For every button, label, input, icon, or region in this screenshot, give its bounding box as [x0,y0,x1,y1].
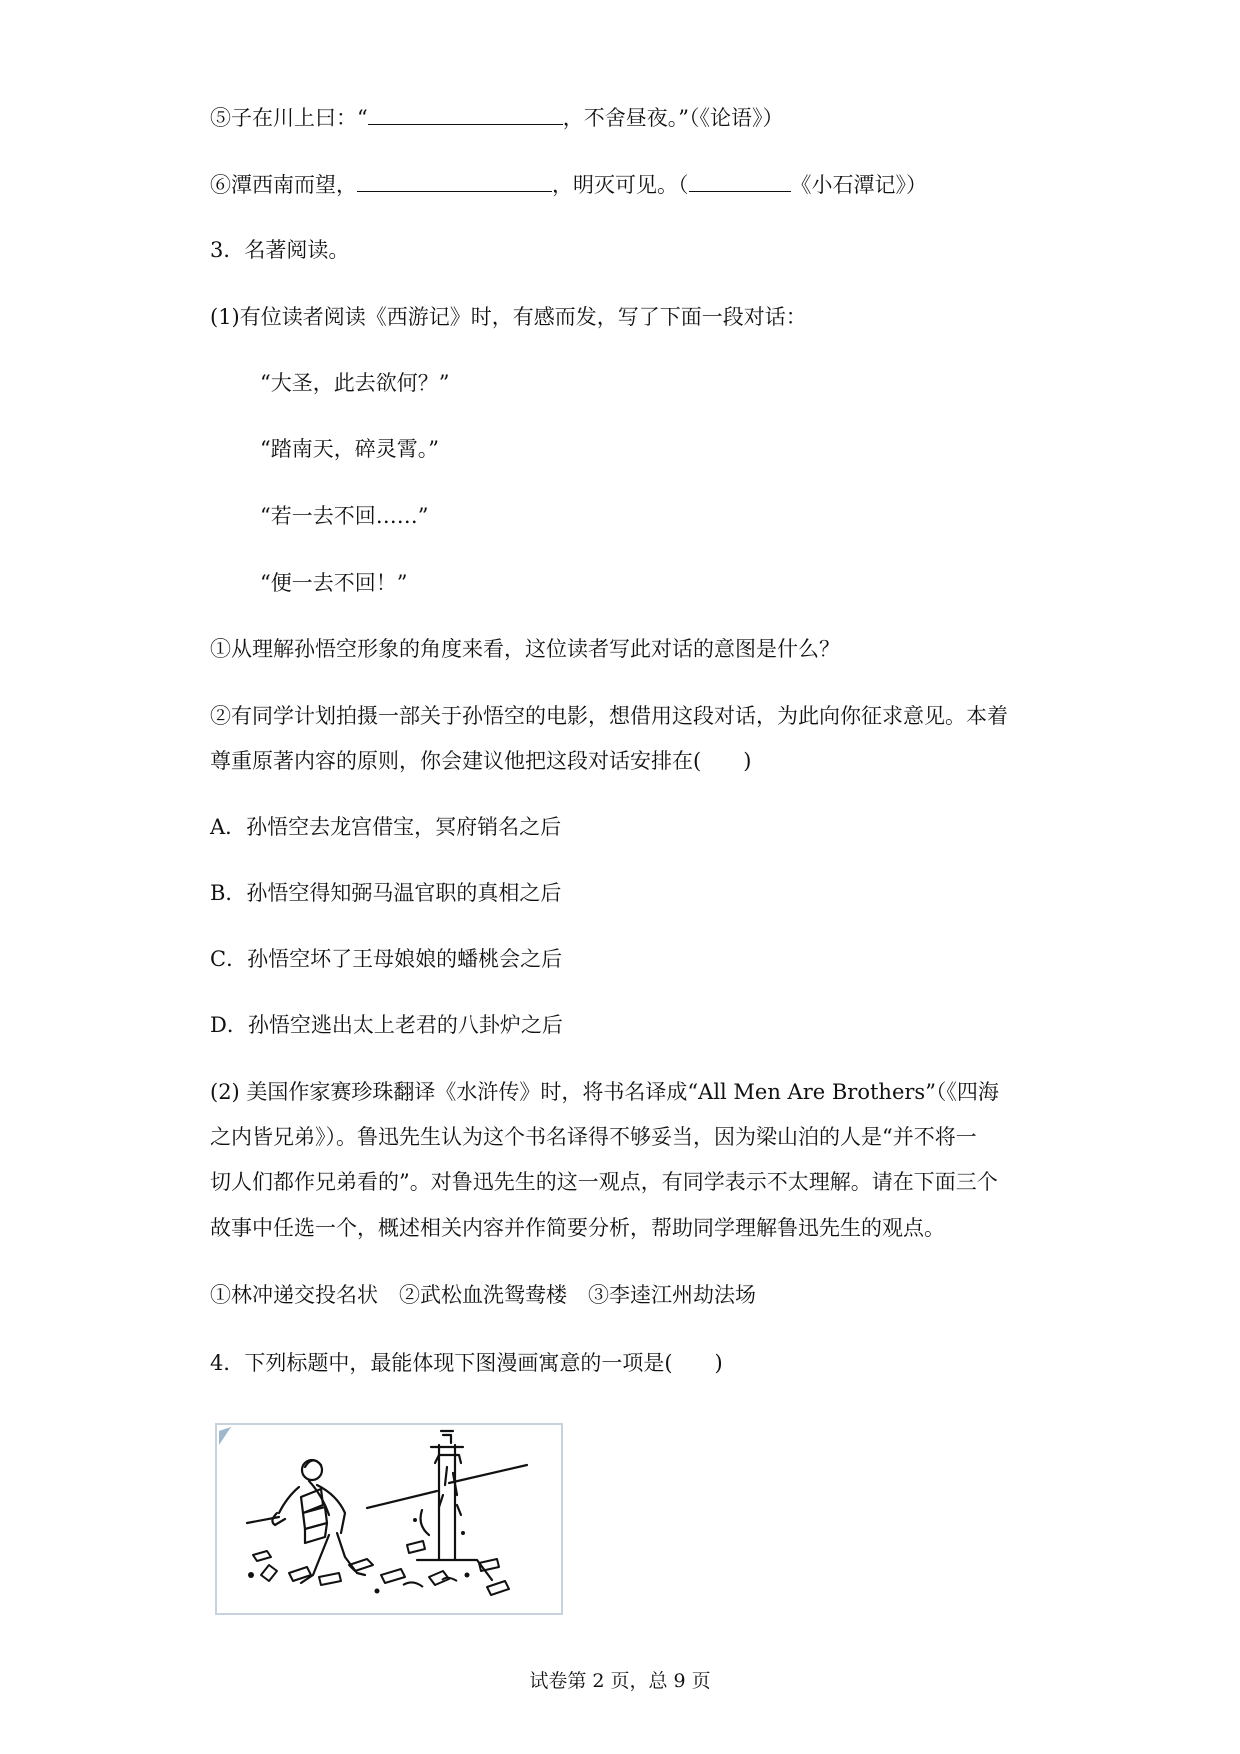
q3-sub2-line2: 尊重原著内容的原则，你会建议他把这段对话安排在( ) [210,749,752,773]
q3-title: 3．名著阅读。 [210,238,350,262]
answer-blank[interactable] [368,102,563,125]
dialogue-line: “若一去不回……” [260,504,429,528]
q3-part2-line: 之内皆兄弟》）。鲁迅先生认为这个书名译得不够妥当，因为梁山泊的人是“并不将一 [210,1125,977,1149]
option-d[interactable]: D．孙悟空逃出太上老君的八卦炉之后 [210,1013,563,1037]
cartoon-image [215,1423,563,1615]
q2-item6-suffix: 《小石潭记》） [790,173,927,197]
option-b[interactable]: B．孙悟空得知弼马温官职的真相之后 [210,881,562,905]
dialogue-line: “便一去不回！” [260,571,408,595]
dialogue-line: “大圣，此去欲何？” [260,371,450,395]
q4-title: 4．下列标题中，最能体现下图漫画寓意的一项是( ) [210,1351,723,1375]
q3-part2-line: (2) 美国作家赛珍珠翻译《水浒传》时，将书名译成“All Men Are Brothers”（《四海 [210,1080,999,1104]
option-c[interactable]: C．孙悟空坏了王母娘娘的蟠桃会之后 [210,947,563,971]
q2-item6-middle: ，明灭可见。（ [552,173,689,197]
q3-part2-line: 切人们都作兄弟看的”。对鲁迅先生的这一观点，有同学表示不太理解。请在下面三个 [210,1170,998,1194]
q2-item5-suffix: ，不舍昼夜。”（《论语》） [562,106,784,130]
q2-item5 [210,102,784,133]
answer-blank[interactable] [357,169,552,192]
page-footer: 试卷第 2 页，总 9 页 [529,1670,711,1692]
q3-part1-intro: (1)有位读者阅读《西游记》时，有感而发，写了下面一段对话： [210,305,807,329]
q3-stories: ①林冲递交投名状 ②武松血洗鸳鸯楼 ③李逵江州劫法场 [210,1283,756,1307]
q2-item6-prefix: ⑥潭西南而望， [210,173,357,197]
q3-part2-line: 故事中任选一个，概述相关内容并作简要分析，帮助同学理解鲁迅先生的观点。 [210,1216,945,1240]
option-a[interactable]: A．孙悟空去龙宫借宝，冥府销名之后 [210,815,562,839]
q2-item5-prefix: ⑤子在川上曰：“ [210,106,368,130]
answer-blank[interactable] [689,169,791,192]
q3-sub1: ①从理解孙悟空形象的角度来看，这位读者写此对话的意图是什么？ [210,637,840,661]
q2-item6 [210,169,927,200]
dialogue-line: “踏南天，碎灵霄。” [260,437,439,461]
q3-sub2-line1: ②有同学计划拍摄一部关于孙悟空的电影，想借用这段对话，为此向你征求意见。本着 [210,704,1008,728]
